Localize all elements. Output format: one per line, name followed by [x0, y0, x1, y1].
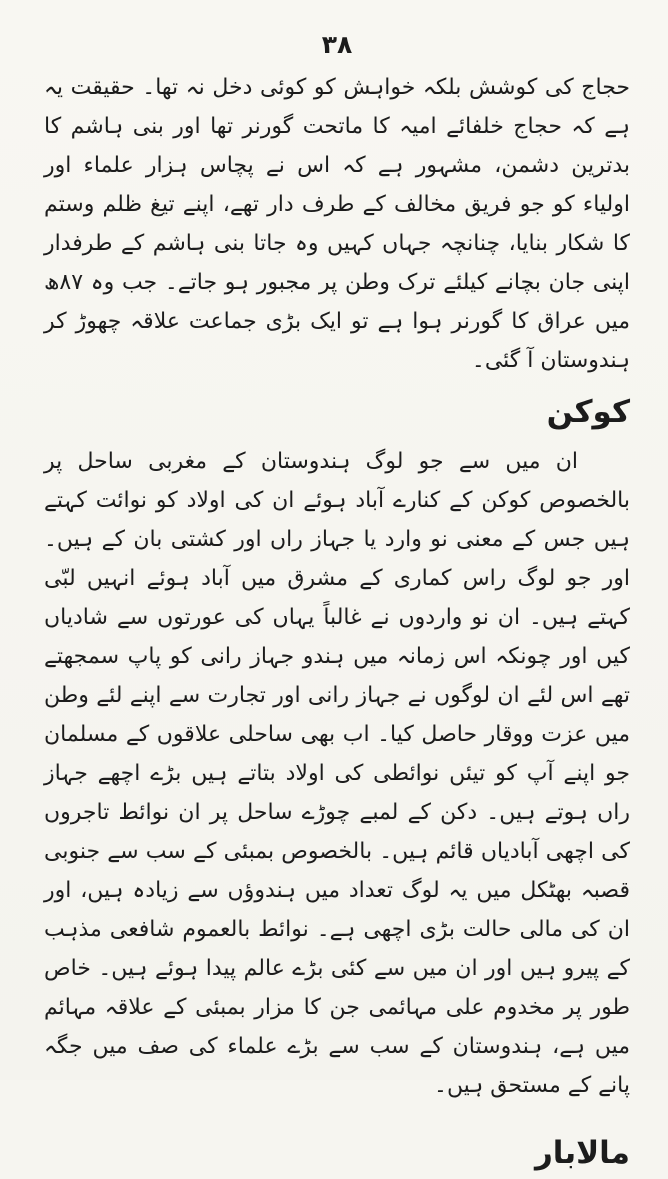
section-heading-malabar: مالابار	[534, 1135, 630, 1171]
section-heading-konkan: کوکن	[546, 394, 630, 430]
paragraph-intro: حجاج کی کوشش بلکہ خواہش کو کوئی دخل نہ تھا۔ حقیقت یہ ہے کہ حجاج خلفائے امیہ کا ماتحت گورنر تھا اور بنی ہاشم کا بدترین دشمن، مشہور ہے کہ اس نے پچاس ہزار علماء اور اولیاء کو جو فریق مخالف کے طرف دار تھے، اپنے تیغ ظلم وستم کا شکار بنایا، چنانچہ جہاں کہیں وہ جاتا بنی ہاشم کے طرفدار اپنی جان بچانے کیلئے ترک وطن پر مجبور ہو جاتے۔ جب وہ ۸۷ھ میں عراق کا گورنر ہوا ہے تو ایک بڑی جماعت علاقہ چھوڑ کر ہندوستان آ گئی۔	[44, 75, 630, 373]
paragraph-konkan: ان میں سے جو لوگ ہندوستان کے مغربی ساحل پر بالخصوص کوکن کے کنارے آباد ہوئے ان کی اولاد کو نوائت کہتے ہیں جس کے معنی نو وارد یا جہاز راں اور کشتی بان کے ہیں۔ اور جو لوگ راس کماری کے مشرق میں آباد ہوئے انہیں لبّی کہتے ہیں۔ ان نو واردوں نے غالباً یہاں کی عورتوں سے شادیاں کیں اور چونکہ اس زمانہ میں ہندو جہاز رانی کو پاپ سمجھتے تھے اس لئے ان لوگوں نے جہاز رانی اور تجارت سے اپنے لئے وطن میں عزت ووقار حاصل کیا۔ اب بھی ساحلی علاقوں کے مسلمان جو اپنے آپ کو تیئں نوائطی کی اولاد بتاتے ہیں بڑے اچھے جہاز راں ہوتے ہیں۔ دکن کے لمبے چوڑے ساحل پر ان نوائط تاجروں کی اچھی آبادیاں قائم ہیں۔ بالخصوص بمبئی کے سب سے جنوبی قصبہ بھٹکل میں یہ لوگ تعداد میں ہندوؤں سے زیادہ ہیں، اور ان کی مالی حالت بڑی اچھی ہے۔ نوائط بالعموم شافعی مذہب کے پیرو ہیں اور ان میں سے کئی بڑے عالم پیدا ہوئے ہیں۔ خاص طور پر مخدوم علی مہائمی جن کا مزار بمبئی کے علاقہ مہائم میں ہے، ہندوستان کے سب سے بڑے علماء کی صف میں جگہ پانے کے مستحق ہیں۔	[44, 449, 630, 1098]
page-number: ۳۸	[321, 30, 353, 59]
